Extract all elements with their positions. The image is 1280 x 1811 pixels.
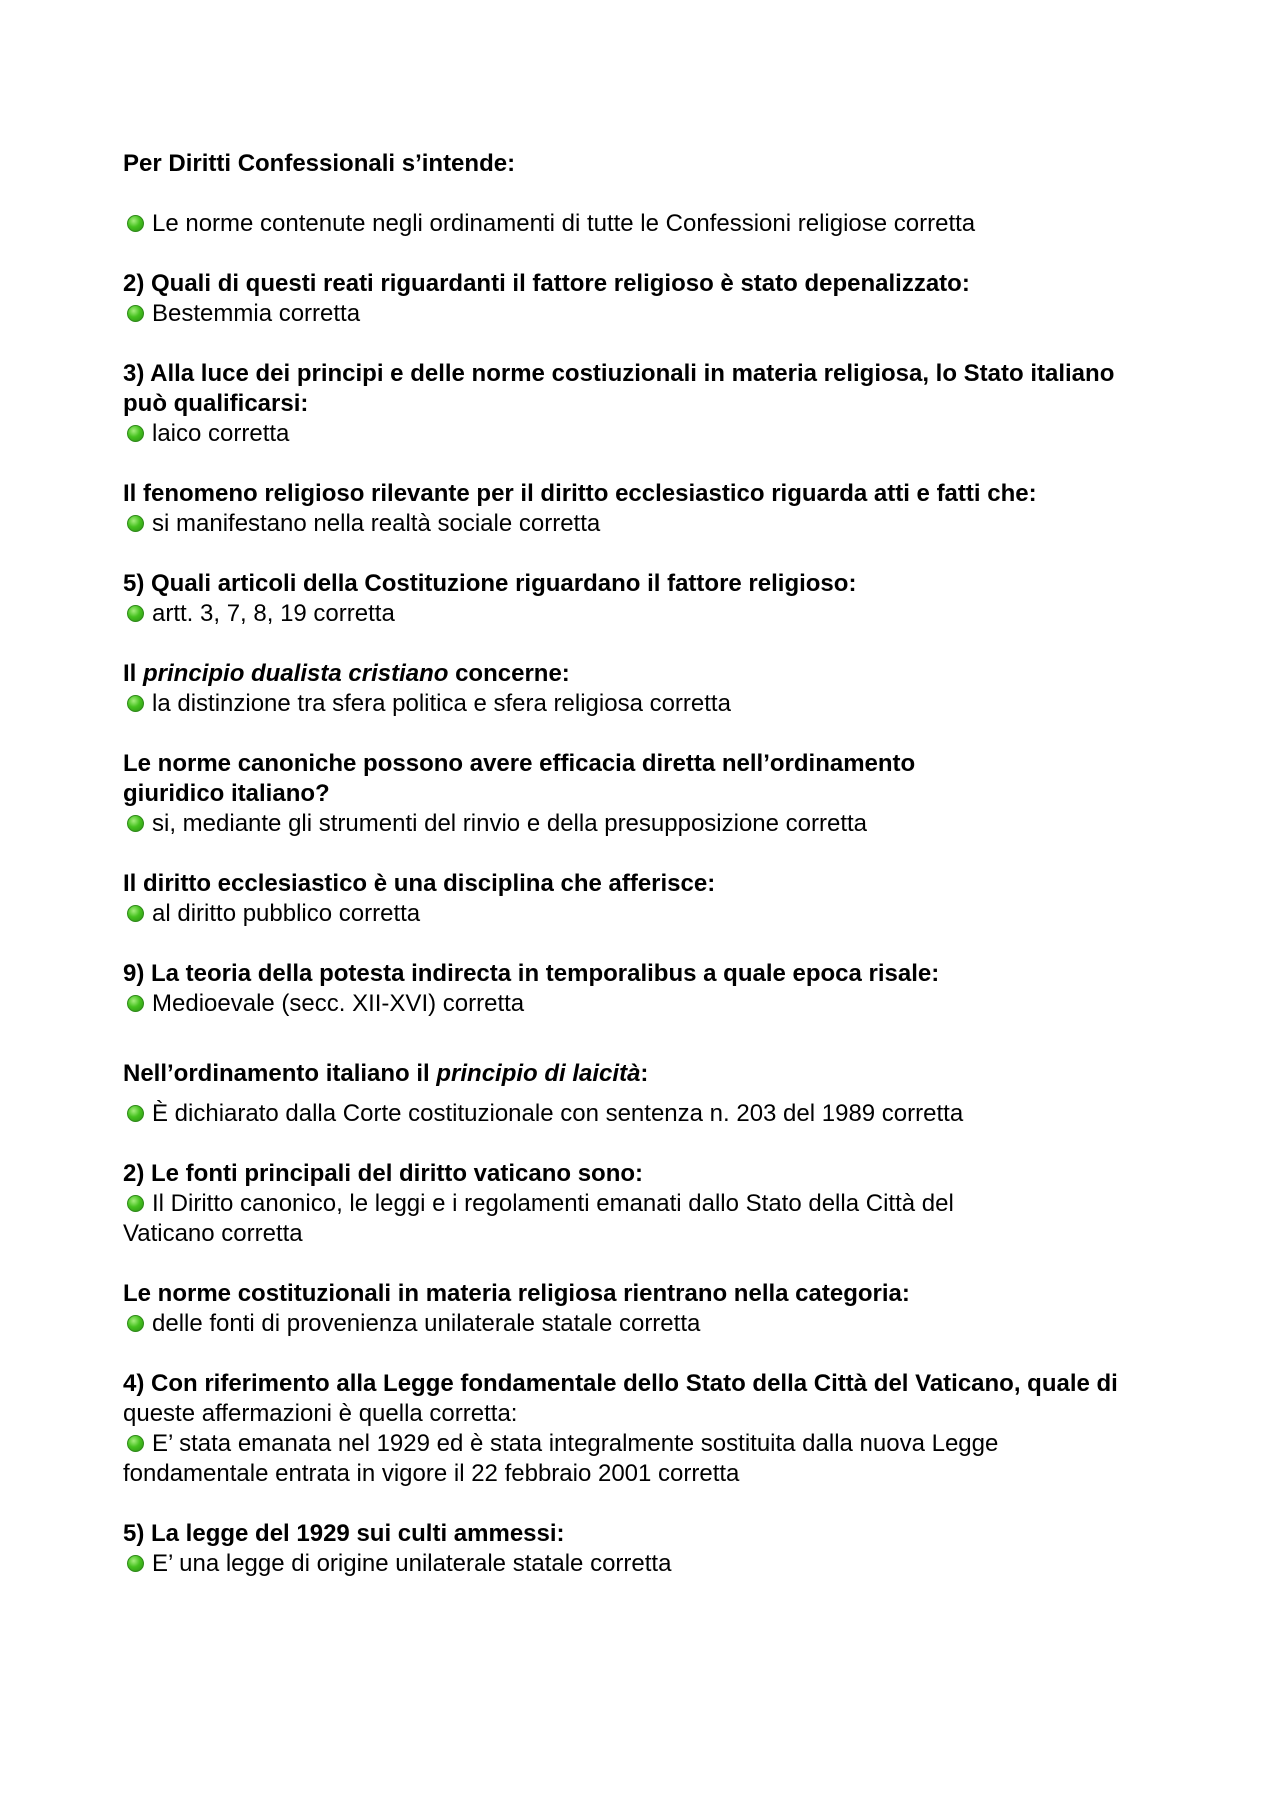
answer (123, 989, 1160, 1019)
answer-text: Medioevale (secc. XII-XVI) corretta (152, 990, 525, 1017)
green-dot-icon (127, 905, 144, 922)
answer-text: la distinzione tra sfera politica e sfera religiosa corretta (152, 690, 731, 717)
green-dot-icon (127, 305, 144, 322)
answer (123, 899, 1160, 929)
answer (123, 1429, 1083, 1489)
answer (123, 1549, 1160, 1579)
green-dot-icon (127, 1435, 144, 1452)
qa-item (123, 1059, 1160, 1129)
qa-item (123, 359, 1160, 449)
question-italic: principio di laicità (436, 1060, 641, 1087)
answer-text: delle fonti di provenienza unilaterale statale corretta (152, 1310, 701, 1337)
answer-text: Le norme contenute negli ordinamenti di tutte le Confessioni religiose corretta (152, 210, 976, 237)
answer-text: si, mediante gli strumenti del rinvio e della presupposizione corretta (152, 810, 868, 837)
qa-item (123, 1369, 1160, 1489)
question-italic: principio dualista cristiano (143, 660, 449, 687)
green-dot-icon (127, 1555, 144, 1572)
answer-text: al diritto pubblico corretta (152, 900, 421, 927)
green-dot-icon (127, 515, 144, 532)
qa-item (123, 269, 1160, 329)
green-dot-icon (127, 1315, 144, 1332)
qa-item (123, 1159, 1160, 1249)
question-suffix: : (640, 1060, 649, 1087)
question-prefix: Nell’ordinamento italiano il (123, 1060, 437, 1087)
answer (123, 689, 1160, 719)
question-prefix: Il (123, 660, 144, 687)
question: 5) Quali articoli della Costituzione riguardano il fattore religioso: (123, 570, 857, 597)
answer (123, 1309, 1160, 1339)
qa-item (123, 479, 1160, 539)
answer (123, 1189, 1043, 1249)
qa-item (123, 959, 1160, 1019)
question: Per Diritti Confessionali s’intende: (123, 150, 516, 177)
question: Le norme canoniche possono avere efficacia diretta nell’ordinamento giuridico italiano? (123, 750, 916, 807)
answer (123, 299, 1160, 329)
answer-text: si manifestano nella realtà sociale corretta (152, 510, 601, 537)
answer-text: E’ stata emanata nel 1929 ed è stata integralmente sostituita dalla nuova Legge fondamentale entrata in vigore il 22 febbraio 2001 corretta (123, 1430, 999, 1487)
answer-text: artt. 3, 7, 8, 19 corretta (152, 600, 395, 627)
qa-item (123, 869, 1160, 929)
answer-text: Il Diritto canonico, le leggi e i regolamenti emanati dallo Stato della Città del Vaticano corretta (123, 1190, 954, 1247)
qa-item (123, 149, 1160, 239)
question: 2) Le fonti principali del diritto vaticano sono: (123, 1160, 644, 1187)
question: 9) La teoria della potesta indirecta in temporalibus a quale epoca risale: (123, 960, 940, 987)
green-dot-icon (127, 995, 144, 1012)
answer-text: laico corretta (152, 420, 290, 447)
answer-text: È dichiarato dalla Corte costituzionale con sentenza n. 203 del 1989 corretta (152, 1100, 964, 1127)
qa-item (123, 749, 1160, 839)
qa-item (123, 1279, 1160, 1339)
question-bold: 4) Con riferimento alla Legge fondamentale dello Stato della Città del Vaticano, quale di (123, 1370, 1118, 1397)
question-suffix: concerne: (448, 660, 570, 687)
answer (123, 209, 1160, 239)
green-dot-icon (127, 1195, 144, 1212)
green-dot-icon (127, 1105, 144, 1122)
question: Il diritto ecclesiastico è una disciplina che afferisce: (123, 870, 716, 897)
question: 2) Quali di questi reati riguardanti il fattore religioso è stato depenalizzato: (123, 270, 970, 297)
answer (123, 509, 1160, 539)
question: Il fenomeno religioso rilevante per il diritto ecclesiastico riguarda atti e fatti che: (123, 480, 1037, 507)
green-dot-icon (127, 425, 144, 442)
answer (123, 419, 1160, 449)
question (123, 659, 1160, 689)
question-plain: queste affermazioni è quella corretta: (123, 1400, 518, 1427)
green-dot-icon (127, 605, 144, 622)
qa-item (123, 1519, 1160, 1579)
green-dot-icon (127, 215, 144, 232)
green-dot-icon (127, 695, 144, 712)
answer (123, 809, 1160, 839)
question: 3) Alla luce dei principi e delle norme costiuzionali in materia religiosa, lo Stato italiano può qualificarsi: (123, 360, 1115, 417)
qa-item (123, 659, 1160, 719)
question (123, 1059, 1160, 1089)
qa-item (123, 569, 1160, 629)
green-dot-icon (127, 815, 144, 832)
answer (123, 1099, 1160, 1129)
question (123, 1369, 1123, 1429)
question: Le norme costituzionali in materia religiosa rientrano nella categoria: (123, 1280, 910, 1307)
question: 5) La legge del 1929 sui culti ammessi: (123, 1520, 565, 1547)
answer (123, 599, 1160, 629)
answer-text: E’ una legge di origine unilaterale statale corretta (152, 1550, 672, 1577)
answer-text: Bestemmia corretta (152, 300, 361, 327)
